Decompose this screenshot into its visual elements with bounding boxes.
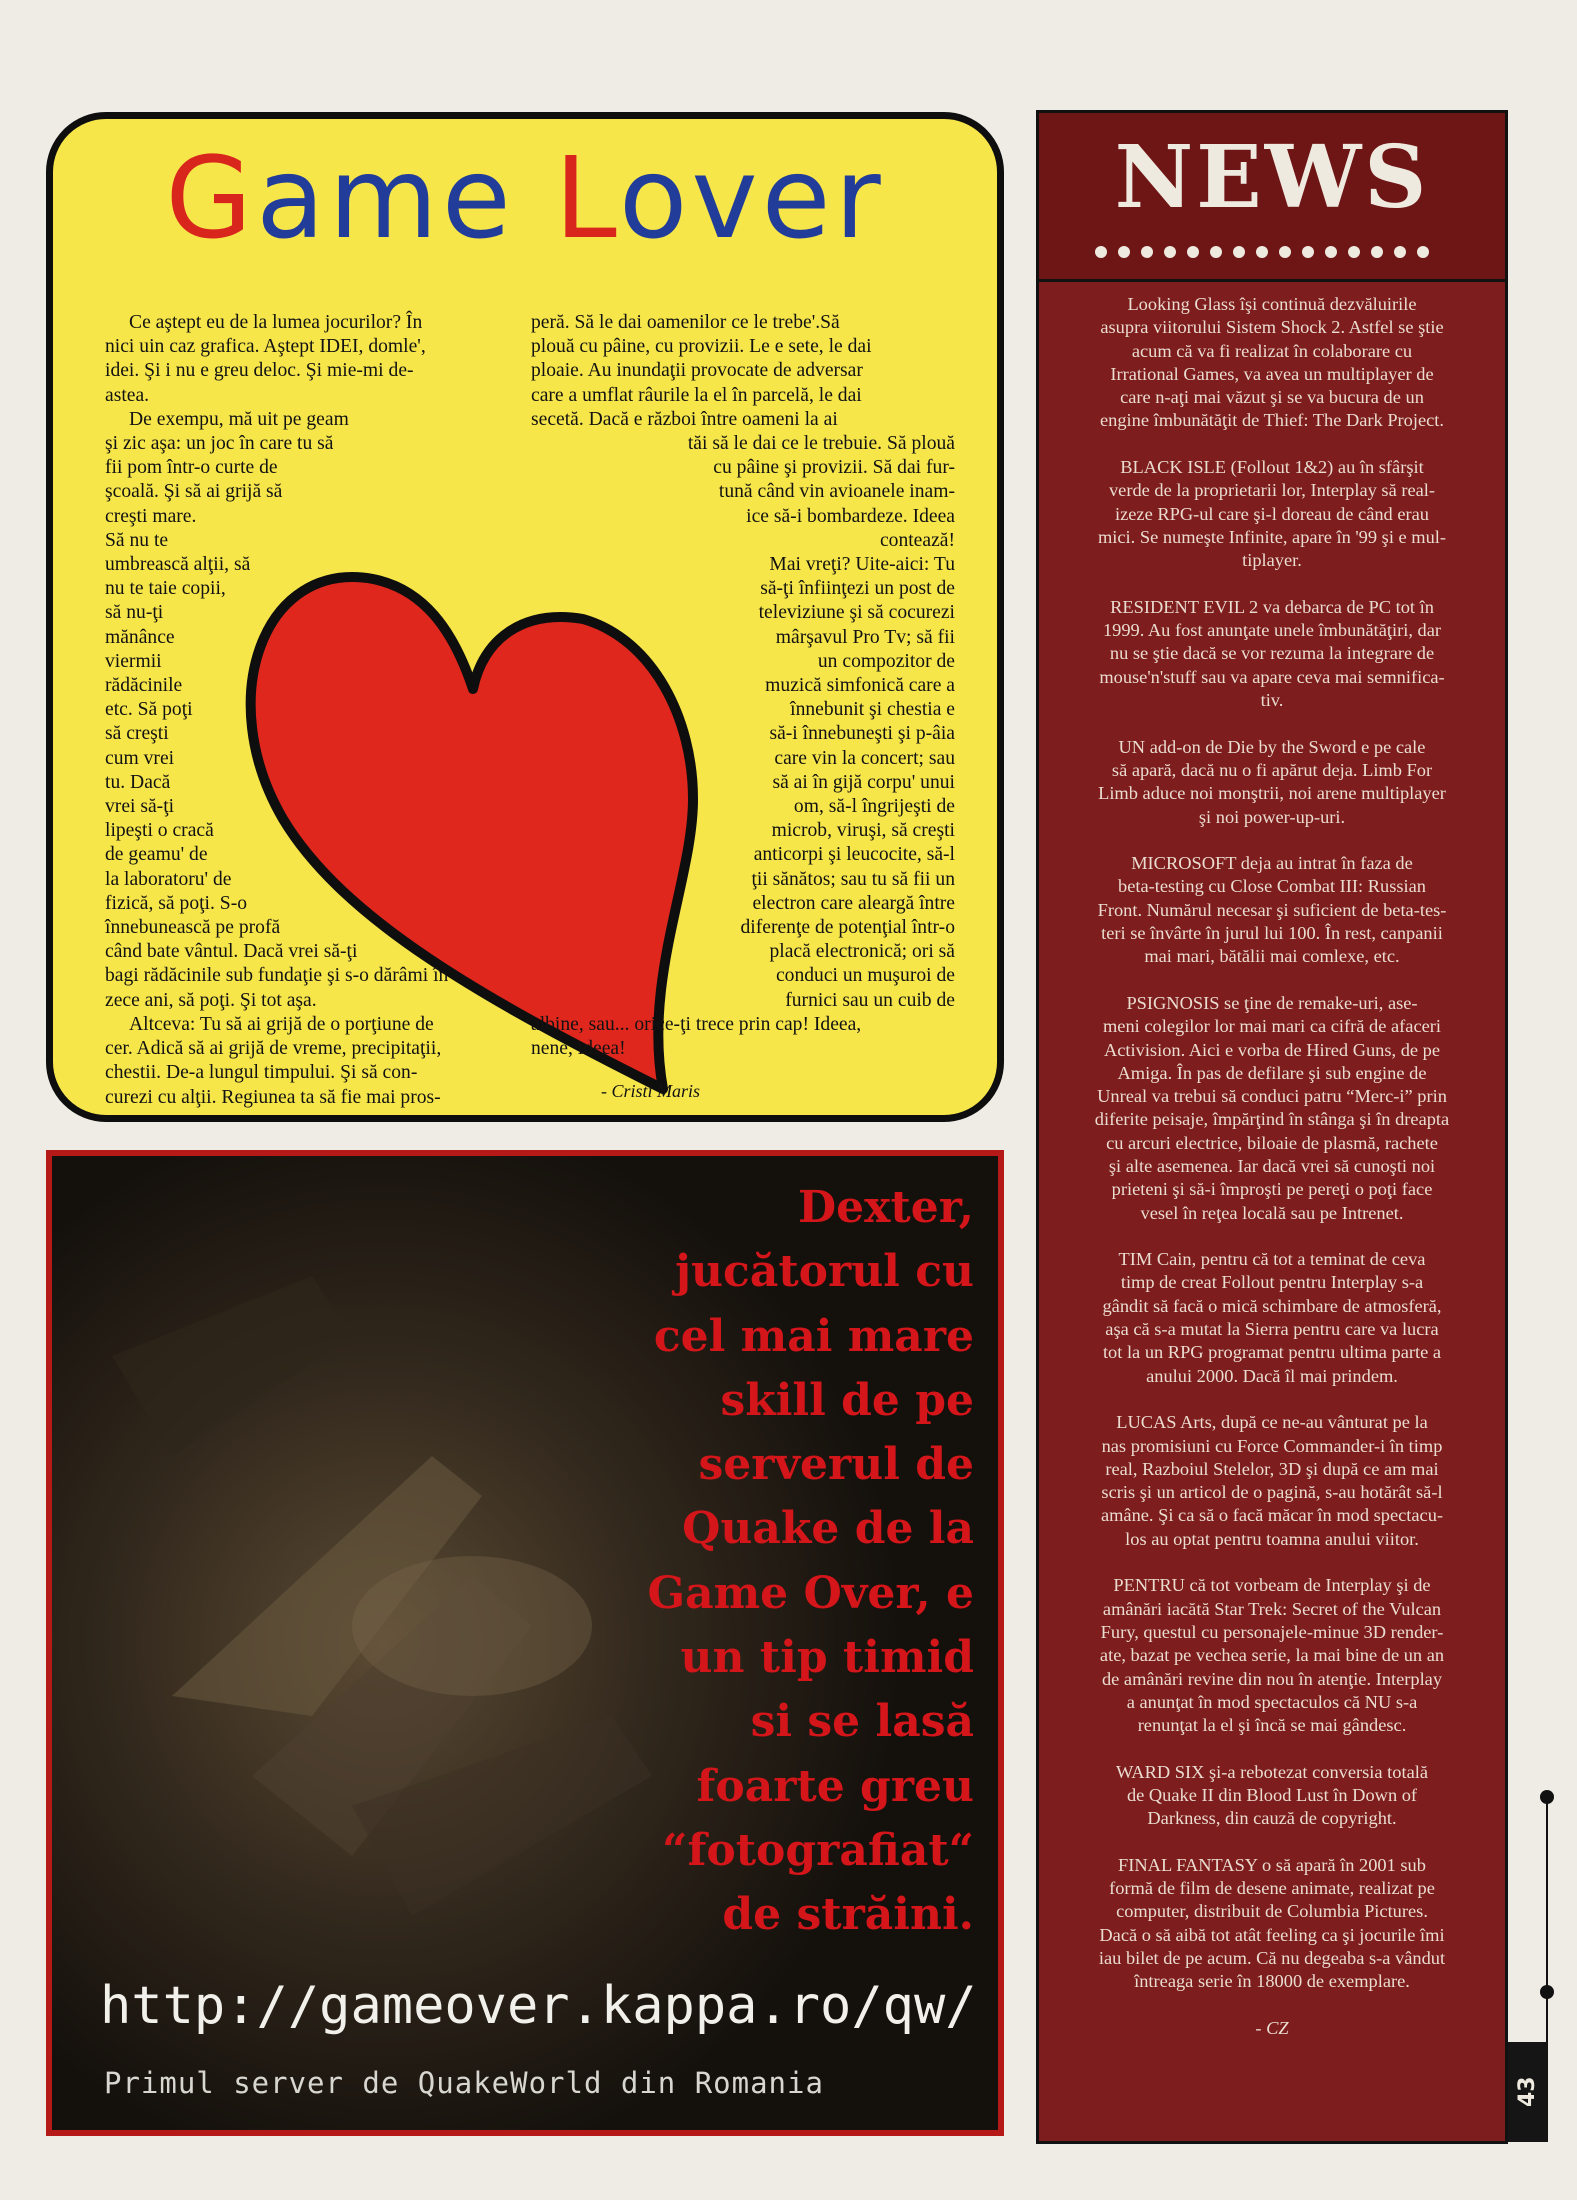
article-line: la laboratoru' de <box>105 868 232 890</box>
article-line: tună când vin avioanele inam- <box>718 481 955 503</box>
article-line: bagi rădăcinile sub fundaţie şi s-o dărâmi în <box>105 965 449 987</box>
article-line: electron care aleargă între <box>752 892 955 914</box>
article-line: Să nu te <box>105 529 169 551</box>
ad-headline-line: serverul de <box>698 1439 974 1491</box>
news-item <box>1039 293 1505 433</box>
article-line: şcoală. Şi să ai grijă să <box>105 481 283 503</box>
article-line: care vin la concert; sau <box>774 747 955 769</box>
article-line: lipeşti o cracă <box>105 820 214 842</box>
article-line: chestii. De-a lungul timpului. Şi să con- <box>105 1062 418 1084</box>
article-line: conduci un muşuroi de <box>775 965 955 987</box>
news-item-line: de Quake II din Blood Lust în Down of <box>1126 1785 1418 1805</box>
news-item-line: tot la un RPG programat pentru ultima parte a <box>1102 1342 1442 1363</box>
news-item-line: beta-testing cu Close Combat III: Russian <box>1118 876 1426 897</box>
article-line: fii pom într-o curte de <box>105 457 278 479</box>
news-item <box>1039 852 1505 968</box>
article-line: furnici sau un cuib de <box>785 989 955 1011</box>
news-item <box>1039 1411 1505 1551</box>
article-line: care a umflat râurile la el în parcelă, le dai <box>531 384 862 406</box>
news-item-line: gândit să facă o mică schimbare de atmosferă, <box>1102 1295 1442 1316</box>
news-item-line: care n-aţi mai văzut şi se va bucura de un <box>1120 387 1424 408</box>
ad-headline-line: jucătorul cu <box>675 1246 974 1298</box>
news-item-line: tiv. <box>1260 690 1284 711</box>
article-line: om, să-l îngrijeşti de <box>793 796 955 818</box>
news-item-line: a anunţat în mod spectaculos că NU s-a <box>1126 1691 1418 1712</box>
article-line: albine, sau... orice-ţi trece prin cap! Ideea, <box>531 1013 862 1035</box>
article-line: De exempu, mă uit pe geam <box>129 408 349 430</box>
news-item-line: cu arcuri electrice, biloaie de plasmă, rachete <box>1106 1132 1438 1153</box>
article-line: cer. Adică să ai grijă de vreme, precipitaţii, <box>105 1038 442 1060</box>
news-item-line: PSIGNOSIS se ţine de remake-uri, ase- <box>1126 992 1418 1013</box>
article-line: umbrească alţii, să <box>105 554 251 576</box>
news-item-line: BLACK ISLE (Follout 1&2) au în sfârşit <box>1120 457 1424 478</box>
article-line: nene, ideea! <box>531 1038 626 1060</box>
news-item-line: vesel în reţea locală sau pe Intrenet. <box>1140 1202 1404 1223</box>
news-item-line: formă de film de desene animate, realizat pe <box>1109 1878 1435 1899</box>
news-item-line: Looking Glass îşi continuă dezvăluirile <box>1127 294 1417 314</box>
news-item-line: Dacă o să aibă tot atât feeling ca şi jocurile îmi <box>1099 1924 1445 1945</box>
article-line: tăi să le dai ce le trebuie. Să plouă <box>687 433 955 455</box>
ad-headline-line: Quake de la <box>682 1503 974 1555</box>
news-item-line: ate, bazat pe vechea serie, la mai bine de un an <box>1099 1645 1445 1666</box>
article-line: Altceva: Tu să ai grijă de o porţiune de <box>129 1013 434 1035</box>
news-item <box>1039 1761 1505 1831</box>
article-line: televiziune şi să cocurezi <box>758 602 955 624</box>
article-line: muzică simfonică care a <box>765 675 955 697</box>
article-line: peră. Să le dai oamenilor ce le trebe'.Să <box>531 312 840 333</box>
news-item-line: scris şi un articol de o pagină, s-au hotărât să-l <box>1101 1482 1443 1503</box>
article-line: microb, viruşi, să creşti <box>771 820 955 842</box>
article-line: fizică, să poţi. S-o <box>105 892 248 914</box>
news-item <box>1039 1574 1505 1737</box>
news-item-line: aşa că s-a mutat la Sierra pentru care va lucra <box>1105 1319 1439 1340</box>
article-column-2 <box>531 311 961 1061</box>
article-line: creşti mare. <box>105 505 197 527</box>
news-item-line: renunţat la el şi încă se mai gândesc. <box>1137 1715 1407 1736</box>
news-item-line: acum că va fi realizat în colaborare cu <box>1131 340 1413 361</box>
news-signature: - CZ <box>1255 2017 1289 2038</box>
ad-headline-line: foarte greu <box>696 1760 974 1812</box>
quake-server-ad <box>46 1150 1004 2136</box>
news-item-line: FINAL FANTASY o să apară în 2001 sub <box>1118 1854 1426 1875</box>
title-word-ame: ame <box>256 134 555 264</box>
news-item-line: teri se învârte în jurul lui 100. În rest, canpanii <box>1101 923 1443 944</box>
news-item <box>1039 456 1505 572</box>
ad-headline-line: skill de pe <box>720 1374 974 1426</box>
ad-subtitle: Primul server de QuakeWorld din Romania <box>104 2066 824 2100</box>
article-line: să-ţi înfiinţezi un post de <box>760 578 955 600</box>
article-line: viermii <box>105 650 162 672</box>
news-item-line: amâne. Şi ca să o facă măcar în mod spectacu- <box>1100 1505 1444 1526</box>
article-line: să ai în gijă corpu' unui <box>772 771 955 793</box>
article-line: cum vrei <box>105 747 175 769</box>
news-item-line: de amânări revine din nou în atenţie. Interplay <box>1101 1668 1443 1689</box>
news-item <box>1039 596 1505 712</box>
article-line: de geamu' de <box>105 844 208 866</box>
title-word-over: over <box>618 134 885 264</box>
article-line: astea. <box>105 384 150 406</box>
news-item-line: mici. Se numeşte Infinite, apare în '99 şi e mul- <box>1097 526 1447 547</box>
news-item <box>1039 1854 1505 1994</box>
news-item-line: verde de la proprietarii lor, Interplay să real- <box>1108 480 1436 501</box>
article-line: ploaie. Au inundaţii provocate de adversar <box>531 360 863 382</box>
article-line: cu pâine şi provizii. Să dai fur- <box>713 457 955 479</box>
news-item-line: timp de creat Follout pentru Interplay s-a <box>1120 1272 1424 1293</box>
title-letter-g: G <box>165 134 257 264</box>
news-item-line: anului 2000. Dacă îl mai prindem. <box>1146 1365 1398 1386</box>
article-line: anticorpi şi leucocite, să-l <box>753 844 955 866</box>
article-line: înnebunit şi chestia e <box>790 699 955 721</box>
article-line: să creşti <box>105 723 169 745</box>
news-item-line: mouse'n'stuff sau va apare ceva mai semnifica- <box>1099 666 1445 687</box>
news-item-line: mai mari, bătălii mai comlexe, etc. <box>1144 946 1400 967</box>
news-item-line: LUCAS Arts, după ce ne-au vânturat pe la <box>1116 1412 1428 1433</box>
news-item-line: să apară, dacă nu o fi apărut deja. Limb For <box>1111 759 1433 780</box>
news-item-line: meni colegilor lor mai mari ca cifră de afaceri <box>1103 1016 1441 1037</box>
news-item-line: şi alte asemenea. Iar dacă vrei să cunoşti noi <box>1108 1155 1436 1176</box>
news-item <box>1039 1248 1505 1388</box>
article-line: placă electronică; ori să <box>769 941 955 963</box>
news-item-line: asupra viitorului Sistem Shock 2. Astfel se ştie <box>1100 317 1444 338</box>
news-dots-divider <box>1095 245 1440 263</box>
news-item-line: Irrational Games, va avea un multiplayer de <box>1110 363 1434 384</box>
news-item-line: nu se ştie dacă se vor rezuma la integrare de <box>1109 643 1435 664</box>
server-url: http://gameover.kappa.ro/qw/ <box>100 1976 977 2036</box>
article-line: Mai vreţi? Uite-aici: Tu <box>769 554 955 576</box>
news-item-line: diferite peisaje, împărţind în stânga şi în dreapta <box>1094 1109 1450 1130</box>
ad-headline-line: “fotografiat“ <box>662 1824 974 1876</box>
ad-headline-line: si se lasă <box>750 1696 974 1748</box>
news-item-line: Amiga. În pas de defilare şi sub engine de <box>1117 1062 1427 1083</box>
news-item-line: TIM Cain, pentru că tot a teminat de ceva <box>1118 1249 1426 1270</box>
news-item-line: 1999. Au fost anunţate unele îmbunătăţiri, dar <box>1102 620 1442 641</box>
news-item-line: los au optat pentru toamna anului viitor. <box>1125 1528 1419 1549</box>
title-letter-l: L <box>554 134 619 264</box>
article-line: tu. Dacă <box>105 771 171 793</box>
news-item-line: şi noi power-up-uri. <box>1198 806 1346 827</box>
news-item-line: întreaga serie în 18000 de exemplare. <box>1134 1971 1410 1992</box>
article-line: mănânce <box>105 626 175 648</box>
news-item-line: real, Razboiul Stelelor, 3D şi după ce am mai <box>1105 1458 1439 1479</box>
article-line: rădăcinile <box>105 675 183 697</box>
page-rule-dot <box>1540 1985 1554 1999</box>
article-line: secetă. Dacă e război între oameni la ai <box>531 408 838 430</box>
news-item-line: Unreal va trebui să conduci patru “Merc-i” prin <box>1097 1086 1447 1107</box>
article-line: ţii sănătos; sau tu să fii un <box>751 868 955 890</box>
news-item-line: tiplayer. <box>1242 550 1302 571</box>
article-column-1 <box>105 311 535 1110</box>
article-line: să nu-ţi <box>105 602 164 624</box>
ad-headline-line: Dexter, <box>798 1182 974 1233</box>
article-signature: - Cristi Maris <box>601 1081 701 1101</box>
game-lover-box <box>46 112 1004 1122</box>
article-line: nici uin caz grafica. Aştept IDEI, domle', <box>105 336 426 358</box>
article-line: curezi cu alţii. Regiunea ta să fie mai pros- <box>105 1086 441 1108</box>
article-line: şi zic aşa: un joc în care tu să <box>105 433 334 455</box>
news-item-line: Fury, questul cu personajele-minue 3D render- <box>1100 1621 1444 1642</box>
ad-headline <box>454 1176 974 1948</box>
news-item-line: engine îmbunătăţit de Thief: The Dark Project. <box>1099 410 1445 431</box>
news-item-line: Limb aduce noi monştrii, noi arene multiplayer <box>1098 783 1446 804</box>
game-lover-title <box>53 129 997 269</box>
ad-headline-line: de străini. <box>722 1889 974 1941</box>
article-line: să-i înnebuneşti şi p-âia <box>769 723 955 745</box>
article-line: Ce aştept eu de la lumea jocurilor? În <box>129 312 423 333</box>
news-items <box>1039 293 1505 2064</box>
article-line: nu te taie copii, <box>105 578 226 600</box>
news-item-line: WARD SIX şi-a rebotezat conversia totală <box>1115 1761 1429 1782</box>
article-line: zece ani, să poţi. Şi tot aşa. <box>105 989 317 1011</box>
article-line: diferenţe de potenţial într-o <box>740 917 955 939</box>
article-line: ice să-i bombardeze. Ideea <box>746 505 955 527</box>
article-line: când bate vântul. Dacă vrei să-ţi <box>105 941 358 963</box>
article-line: înnebunească pe profă <box>105 917 281 939</box>
news-item-line: izeze RPG-ul care şi-l doreau de când erau <box>1114 503 1429 524</box>
ad-headline-line: Game Over, e <box>647 1567 974 1619</box>
article-line: vrei să-ţi <box>105 796 175 818</box>
article-line: mârşavul Pro Tv; să fii <box>775 626 955 648</box>
news-item-line: Front. Numărul necesar şi suficient de beta-tes- <box>1097 899 1447 920</box>
news-item <box>1039 992 1505 1225</box>
article-line: un compozitor de <box>817 650 955 672</box>
news-item-line: computer, distribuit de Columbia Pictures. <box>1116 1901 1428 1922</box>
news-item-line: RESIDENT EVIL 2 va debarca de PC tot în <box>1110 596 1434 617</box>
news-item-line: amânări iacătă Star Trek: Secret of the Vulcan <box>1102 1598 1442 1619</box>
article-line: idei. Şi i nu e greu deloc. Şi mie-mi de- <box>105 360 414 382</box>
ad-headline-line: un tip timid <box>680 1632 974 1684</box>
news-item-line: Darkness, din cauză de copyright. <box>1147 1808 1397 1829</box>
news-item-line: UN add-on de Die by the Sword e pe cale <box>1118 736 1426 757</box>
news-item-line: Activision. Aici e vorba de Hired Guns, de pe <box>1103 1039 1441 1060</box>
article-line: plouă cu pâine, cu provizii. Le e sete, le dai <box>531 336 872 358</box>
news-header <box>1039 113 1505 282</box>
news-item-line: prieteni şi să-i împroşti pe pereţi o poţi face <box>1111 1179 1433 1200</box>
page-rule-dot <box>1540 1790 1554 1804</box>
news-item <box>1039 736 1505 829</box>
article-line: contează! <box>879 529 955 551</box>
news-title: NEWS <box>1114 127 1430 228</box>
news-item-line: PENTRU că tot vorbeam de Interplay şi de <box>1113 1575 1431 1596</box>
article-line: etc. Să poţi <box>105 699 193 721</box>
news-item-line: nas promisiuni cu Force Commander-i în timp <box>1101 1435 1443 1456</box>
ad-headline-line: cel mai mare <box>653 1310 974 1362</box>
news-column <box>1036 110 1508 2144</box>
page-number: 43 <box>1515 2076 1540 2108</box>
news-item-line: iau bilet de pe acum. Că nu degeaba s-a vândut <box>1098 1948 1446 1969</box>
news-item-line: MICROSOFT deja au intrat în faza de <box>1131 853 1413 874</box>
